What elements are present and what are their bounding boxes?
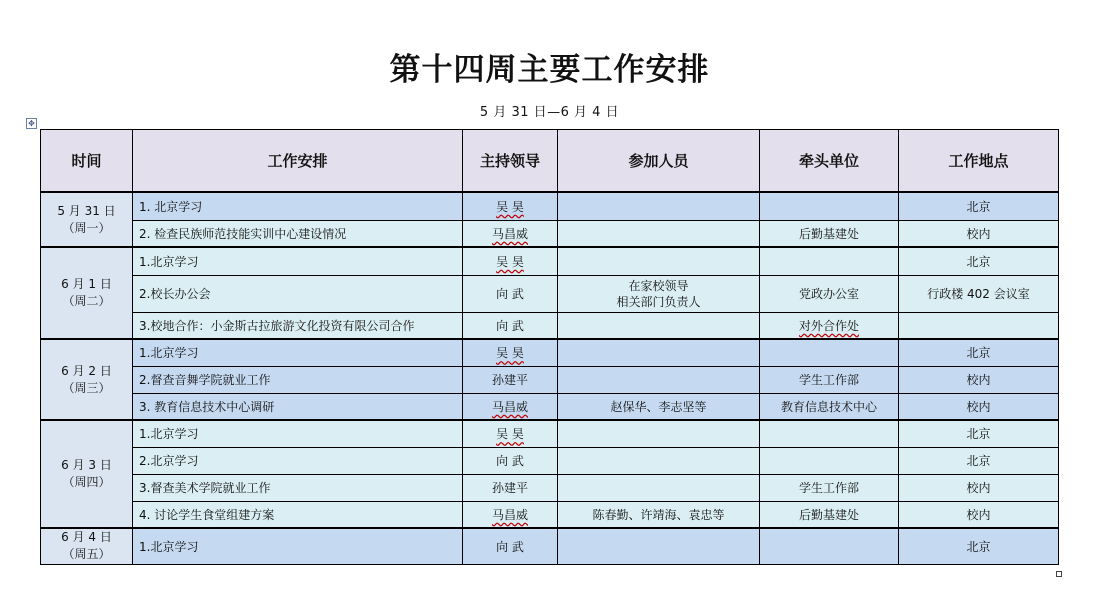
location-cell: 校内: [899, 366, 1059, 393]
task-cell: 3.督查美术学院就业工作: [133, 474, 463, 501]
participants-cell: 赵保华、李志坚等: [558, 393, 760, 420]
host-name: 吴 昊: [496, 254, 524, 269]
header-lead-unit: 牵头单位: [760, 130, 899, 193]
host-cell: [463, 192, 558, 220]
participants-cell: [558, 312, 760, 339]
table-row: [41, 501, 1059, 528]
day-weekday: （周二）: [62, 294, 111, 308]
table-move-handle-icon[interactable]: ✥: [26, 118, 37, 129]
participants-cell: [558, 447, 760, 474]
day-cell: [41, 192, 133, 247]
host-cell: [463, 393, 558, 420]
day-cell: [41, 420, 133, 528]
location-cell: 北京: [899, 192, 1059, 220]
task-cell: 3.校地合作：小金斯古拉旅游文化投资有限公司合作: [133, 312, 463, 339]
unit-cell: 后勤基建处: [760, 220, 899, 247]
location-cell: [899, 312, 1059, 339]
participants-cell: [558, 366, 760, 393]
day-cell: [41, 528, 133, 564]
host-name: 吴 昊: [496, 427, 524, 442]
table-row: [41, 192, 1059, 220]
participants-cell: 陈春勤、许靖海、袁忠等: [558, 501, 760, 528]
unit-cell: 学生工作部: [760, 474, 899, 501]
task-cell: 1.北京学习: [133, 339, 463, 366]
table-row: [41, 393, 1059, 420]
unit-cell: 党政办公室: [760, 275, 899, 312]
host-cell: [463, 247, 558, 275]
day-date: 5 月 31 日: [57, 203, 116, 218]
table-row: [41, 220, 1059, 247]
unit-cell: [760, 447, 899, 474]
day-cell: [41, 247, 133, 339]
table-row: [41, 447, 1059, 474]
host-cell: [463, 220, 558, 247]
location-cell: 北京: [899, 420, 1059, 447]
unit-cell: 学生工作部: [760, 366, 899, 393]
location-cell: 北京: [899, 447, 1059, 474]
location-cell: 校内: [899, 501, 1059, 528]
day-weekday: （周四）: [62, 475, 111, 489]
participants-cell: [558, 275, 760, 312]
unit-cell: [760, 312, 899, 339]
table-row: [41, 275, 1059, 312]
task-cell: 1.北京学习: [133, 247, 463, 275]
header-participants: 参加人员: [558, 130, 760, 193]
unit-cell: [760, 339, 899, 366]
location-cell: 校内: [899, 474, 1059, 501]
host-cell: 向 武: [463, 528, 558, 564]
host-cell: 孙建平: [463, 366, 558, 393]
host-cell: 向 武: [463, 447, 558, 474]
location-cell: 行政楼 402 会议室: [899, 275, 1059, 312]
location-cell: 校内: [899, 393, 1059, 420]
unit-cell: [760, 192, 899, 220]
schedule-table: [40, 129, 1059, 565]
day-weekday: （周三）: [62, 380, 111, 395]
table-row: [41, 366, 1059, 393]
task-cell: 1. 北京学习: [133, 192, 463, 220]
location-cell: 北京: [899, 247, 1059, 275]
page-title: 第十四周主要工作安排: [389, 52, 710, 88]
table-row: [41, 312, 1059, 339]
participants-cell: [558, 528, 760, 564]
day-weekday: （周五）: [62, 547, 111, 562]
participants-cell: [558, 192, 760, 220]
task-cell: 4. 讨论学生食堂组建方案: [133, 501, 463, 528]
table-row: [41, 528, 1059, 564]
task-cell: 3. 教育信息技术中心调研: [133, 393, 463, 420]
participants-line: 在家校领导: [628, 278, 689, 293]
unit-name: 对外合作处: [798, 318, 859, 333]
header-row: [41, 130, 1059, 193]
task-cell: 1.北京学习: [133, 528, 463, 564]
participants-cell: [558, 339, 760, 366]
day-date: 6 月 2 日: [61, 363, 112, 378]
day-weekday: （周一）: [62, 220, 111, 235]
table-row: [41, 474, 1059, 501]
header-time: 时间: [41, 130, 133, 193]
task-cell: 2. 检查民族师范技能实训中心建设情况: [133, 220, 463, 247]
header-location: 工作地点: [899, 130, 1059, 193]
day-cell: [41, 339, 133, 420]
header-task: 工作安排: [133, 130, 463, 193]
header-host: 主持领导: [463, 130, 558, 193]
unit-cell: [760, 247, 899, 275]
participants-line: 相关部门负责人: [616, 294, 701, 309]
host-name: 马昌威: [491, 226, 528, 241]
host-cell: 孙建平: [463, 474, 558, 501]
table-row: [41, 420, 1059, 447]
date-range: 5 月 31 日—6 月 4 日: [479, 105, 620, 120]
unit-cell: 教育信息技术中心: [760, 393, 899, 420]
host-name: 吴 昊: [496, 199, 524, 214]
participants-cell: [558, 420, 760, 447]
participants-cell: [558, 220, 760, 247]
location-cell: 北京: [899, 339, 1059, 366]
table-row: [41, 247, 1059, 275]
task-cell: 2.校长办公会: [133, 275, 463, 312]
location-cell: 北京: [899, 528, 1059, 564]
unit-cell: [760, 528, 899, 564]
task-cell: 2.北京学习: [133, 447, 463, 474]
host-name: 马昌威: [491, 399, 528, 414]
day-date: 6 月 1 日: [61, 277, 112, 291]
host-cell: 向 武: [463, 312, 558, 339]
task-cell: 1.北京学习: [133, 420, 463, 447]
unit-cell: [760, 420, 899, 447]
participants-cell: [558, 474, 760, 501]
task-cell: 2.督查音舞学院就业工作: [133, 366, 463, 393]
host-cell: [463, 501, 558, 528]
day-date: 6 月 4 日: [61, 530, 112, 545]
participants-cell: [558, 247, 760, 275]
host-name: 马昌威: [491, 507, 528, 522]
host-cell: 向 武: [463, 275, 558, 312]
host-cell: [463, 420, 558, 447]
host-cell: [463, 339, 558, 366]
host-name: 吴 昊: [496, 346, 524, 361]
table-resize-handle[interactable]: [1056, 571, 1062, 577]
unit-cell: 后勤基建处: [760, 501, 899, 528]
table-row: [41, 339, 1059, 366]
day-date: 6 月 3 日: [61, 458, 112, 472]
location-cell: 校内: [899, 220, 1059, 247]
